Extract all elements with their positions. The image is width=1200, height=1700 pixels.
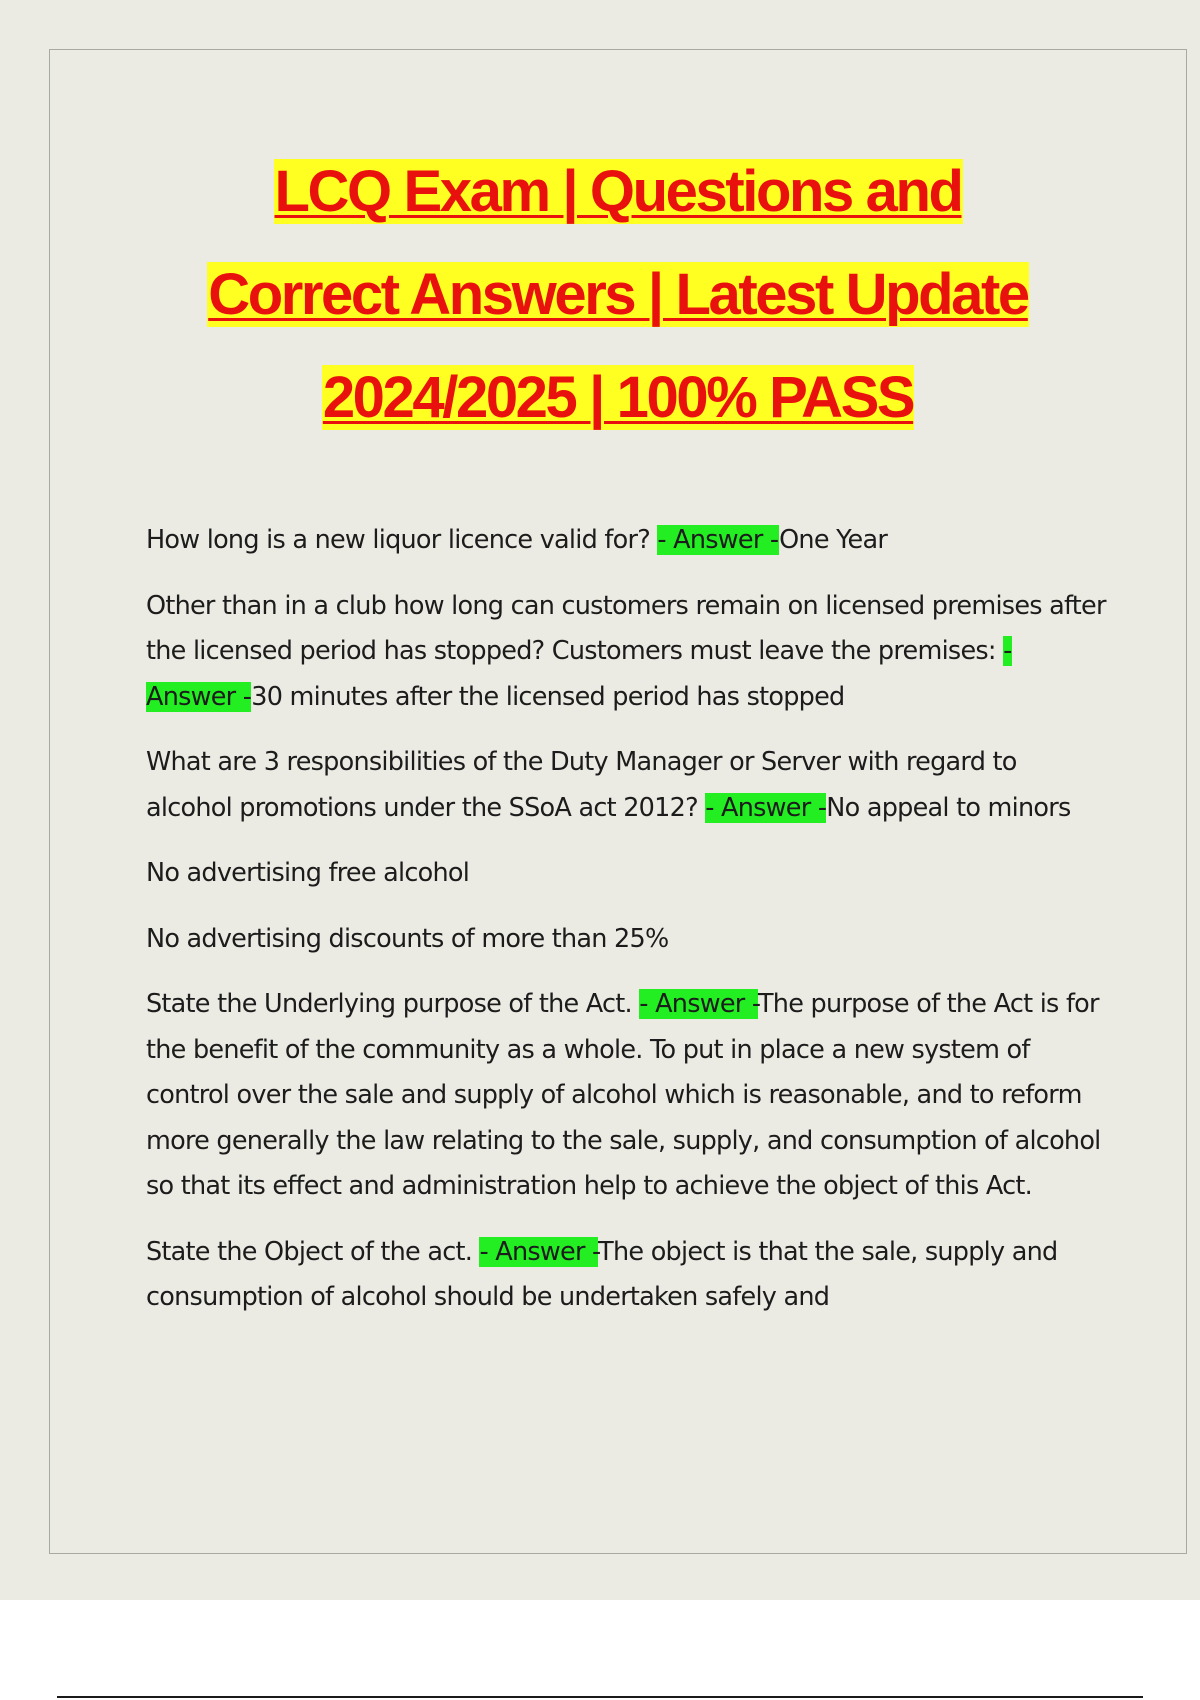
qa-item [146, 1230, 1106, 1321]
title-line-3: 2024/2025 | 100% PASS [322, 365, 914, 430]
question-text: What are 3 responsibilities of the Duty Manager or Server with regard to alcohol promotions under the SSoA act 2012? [146, 747, 1017, 823]
answer-text: The object is that the sale, supply and consumption of alcohol should be undertaken safely and [146, 1236, 1058, 1312]
question-text: State the Underlying purpose of the Act. [146, 989, 640, 1019]
answer-continuation: No advertising discounts of more than 25% [146, 923, 669, 954]
question-text: Other than in a club how long can customers remain on licensed premises after the licensed period has stopped? Customers must leave the premises: [146, 590, 1106, 666]
answer-marker: - Answer - [705, 792, 827, 823]
question-text: How long is a new liquor licence valid for? [146, 525, 658, 555]
answer-text: The purpose of the Act is for the benefit of the community as a whole. To put in place a new system of control over the sale and supply of alcohol which is reasonable, and to reform more generally the law relating to the sale, supply, and consumption of alcohol so that its effect and administration help to achieve the object of this Act. [146, 989, 1101, 1201]
answer-continuation: No advertising free alcohol [146, 858, 470, 888]
answer-marker: - Answer - [639, 989, 758, 1019]
answer-text: 30 minutes after the licensed period has stopped [251, 681, 845, 712]
qa-content [146, 518, 1106, 1341]
answer-marker: - Answer - [146, 636, 1012, 712]
document-title [60, 140, 1176, 449]
footer-divider [57, 1696, 1143, 1698]
title-line-1: LCQ Exam | Questions and [274, 159, 962, 224]
answer-text: One Year [779, 525, 888, 555]
answer-text: No appeal to minors [826, 792, 1071, 823]
qa-item [146, 584, 1106, 721]
question-text: State the Object of the act. [146, 1236, 480, 1267]
title-line-2: Correct Answers | Latest Update [208, 262, 1028, 327]
qa-item [146, 740, 1106, 831]
answer-marker: - Answer - [657, 525, 780, 555]
qa-item [146, 982, 1106, 1210]
qa-item [146, 518, 1106, 564]
answer-marker: - Answer - [479, 1236, 599, 1267]
